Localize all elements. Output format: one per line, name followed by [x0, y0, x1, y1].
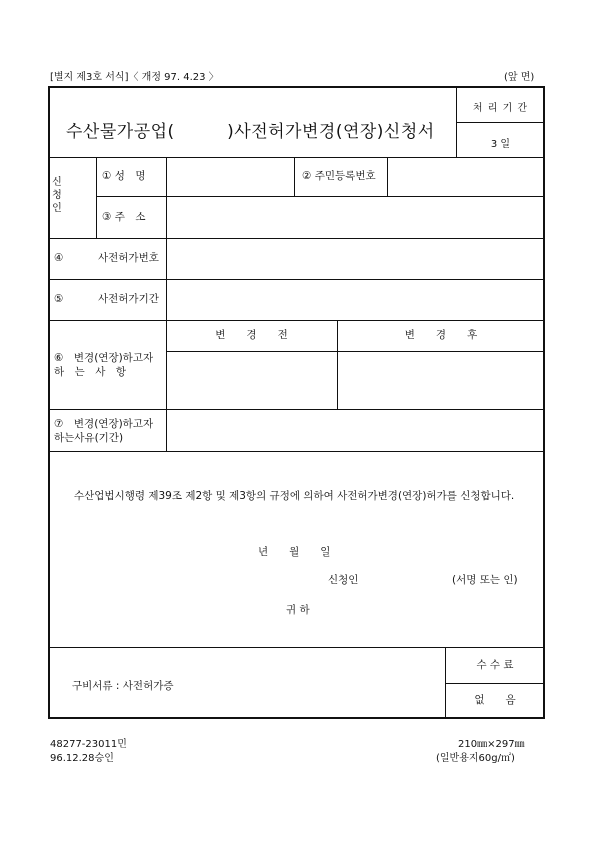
approval-date: 96.12.28승인 [50, 753, 114, 764]
address-field[interactable] [168, 198, 543, 236]
name-label: ① 성 명 [102, 170, 146, 182]
change-reason-label-line2: 하는사유(기간) [54, 432, 124, 444]
applicant-label: 신 청 인 [52, 177, 62, 214]
permit-period-field[interactable] [168, 281, 543, 318]
permit-period-label: 사전허가기간 [98, 293, 159, 305]
addressee-label: 귀 하 [286, 604, 310, 616]
change-item-label-line2: 하 는 사 항 [54, 366, 127, 378]
paper-type: (일반용지60g/㎡) [436, 753, 515, 764]
processing-period-value: 3 일 [490, 139, 511, 150]
paper-size: 210㎜×297㎜ [458, 739, 525, 750]
item5-number: ⑤ [54, 293, 64, 305]
after-change-header: 변 경 후 [404, 329, 478, 341]
permit-number-label: 사전허가번호 [98, 252, 159, 264]
fee-value: 없 음 [474, 694, 516, 706]
change-item-label-line1: ⑥ 변경(연장)하고자 [54, 352, 154, 364]
signature-hint: (서명 또는 인) [452, 574, 518, 586]
processing-period-label: 처 리 기 간 [472, 103, 529, 114]
after-change-field[interactable] [339, 353, 543, 407]
before-change-field[interactable] [168, 353, 335, 407]
resident-id-field[interactable] [389, 159, 543, 194]
permit-number-field[interactable] [168, 240, 543, 277]
application-form [48, 86, 545, 719]
page-side-label: (앞 면) [504, 72, 535, 83]
form-code: 48277-23011민 [50, 739, 127, 750]
item4-number: ④ [54, 252, 64, 264]
address-label: ③ 주 소 [102, 211, 146, 223]
name-field[interactable] [168, 159, 292, 194]
application-statement: 수산업법시행령 제39조 제2항 및 제3항의 규정에 의하여 사전허가변경(연장)허가를 신청합니다. [74, 490, 515, 502]
change-reason-label-line1: ⑦ 변경(연장)하고자 [54, 418, 154, 430]
fee-label: 수 수 료 [476, 659, 514, 671]
applicant-sign-field[interactable] [370, 568, 448, 590]
date-line: 년 월 일 [258, 546, 331, 558]
before-change-header: 변 경 전 [215, 329, 288, 341]
resident-id-label: ② 주민등록번호 [302, 170, 376, 182]
required-documents: 구비서류 : 사전허가증 [72, 680, 174, 692]
change-reason-field[interactable] [168, 411, 543, 449]
applicant-sign-label: 신청인 [328, 574, 359, 586]
form-reference: [별지 제3호 서식]〈 개정 97. 4.23 〉 [50, 72, 219, 83]
form-title: 수산물가공업( )사전허가변경(연장)신청서 [66, 122, 435, 142]
